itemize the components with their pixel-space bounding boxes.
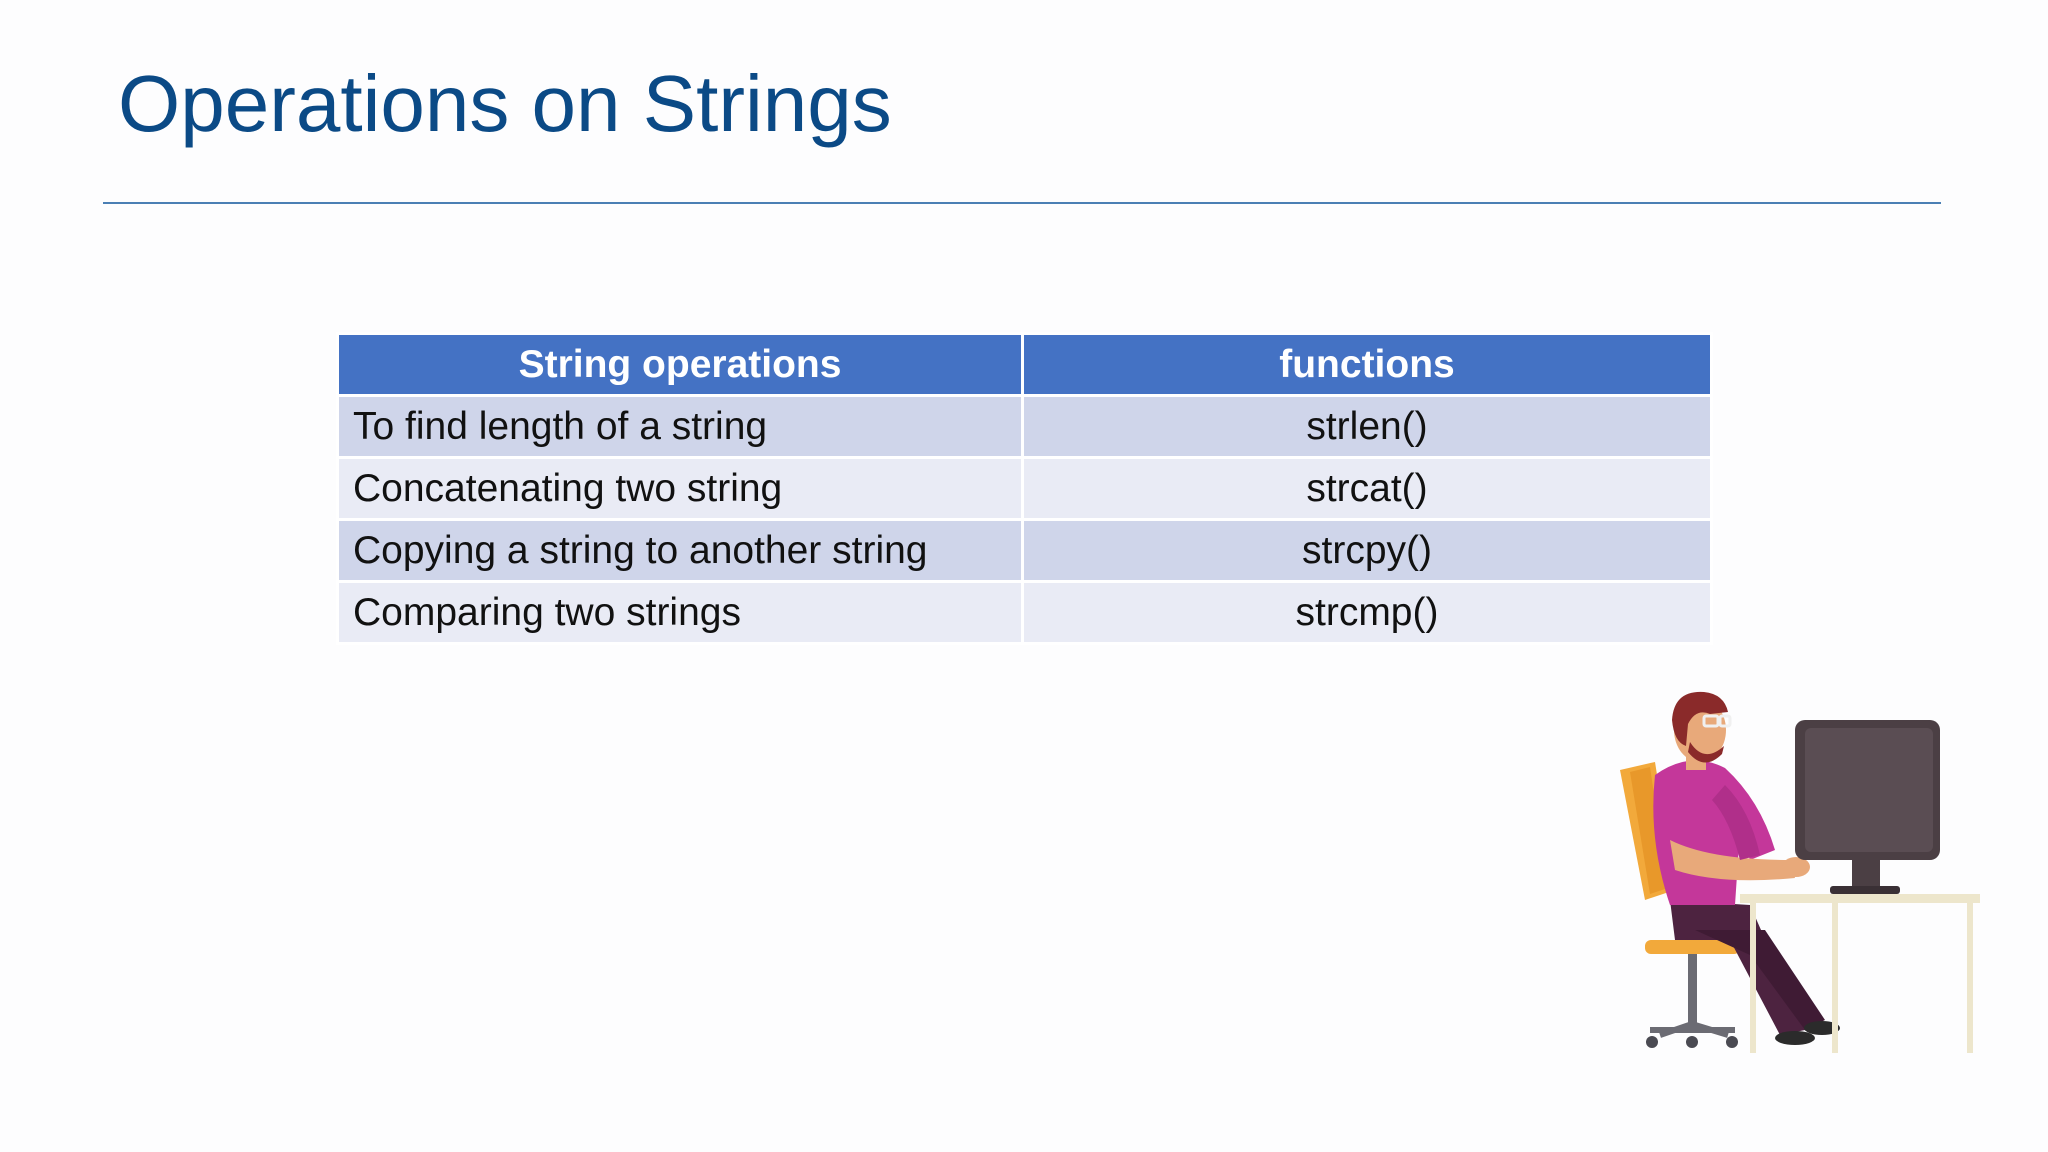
- operation-cell: To find length of a string: [338, 396, 1023, 458]
- slide-title: Operations on Strings: [118, 59, 892, 148]
- table-row: [338, 582, 1712, 644]
- table-row: [338, 396, 1712, 458]
- column-header-functions: functions: [1023, 334, 1712, 396]
- operation-cell: Concatenating two string: [338, 458, 1023, 520]
- function-cell: strcpy(): [1023, 520, 1712, 582]
- function-cell: strlen(): [1023, 396, 1712, 458]
- column-header-operations: String operations: [338, 334, 1023, 396]
- string-operations-table: [336, 332, 1713, 645]
- table-row: [338, 520, 1712, 582]
- operation-cell: Copying a string to another string: [338, 520, 1023, 582]
- function-cell: strcat(): [1023, 458, 1712, 520]
- operation-cell: Comparing two strings: [338, 582, 1023, 644]
- person-at-computer-icon: [1600, 690, 1980, 1060]
- function-cell: strcmp(): [1023, 582, 1712, 644]
- table-header-row: [338, 334, 1712, 396]
- table-row: [338, 458, 1712, 520]
- title-divider: [103, 202, 1941, 204]
